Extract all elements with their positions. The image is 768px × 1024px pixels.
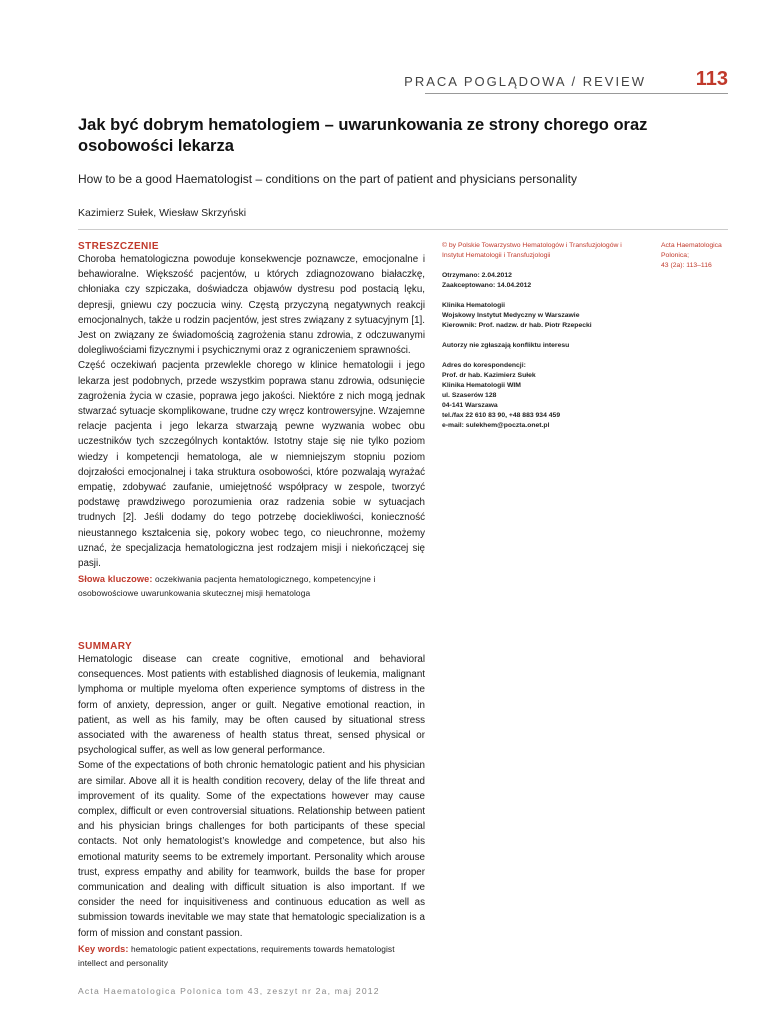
correspondence-address [442,361,642,431]
conflict-statement: Autorzy nie zgłaszają konfliktu interesu [442,342,570,349]
abstract-polish [78,241,425,600]
authors-divider [78,229,728,230]
abstract-english-heading: SUMMARY [78,641,133,652]
abstract-english-paragraph-1: Hematologic disease can create cognitive, emotional and behavioral consequences. Most patients with established diagnosis of leukemia, malignant lymphoma or multiple myeloma often experience symptoms of distress in the form of anxiety, depression, anger or guilt. Negative emotional reaction, in patient, as well as his family, may be often caused by situational stress associated with the awareness of health status threat, sensed physical or psychological suffer, as well as low general performance. [78,654,425,757]
article-authors: Kazimierz Sułek, Wiesław Skrzyński [78,207,247,219]
clinic-institute: Wojskowy Instytut Medyczny w Warszawie [442,312,580,319]
address-city: 04-141 Warszawa [442,402,498,409]
abstract-english-paragraph-2: Some of the expectations of both chronic hematologic patient and his physician are similar. Above all it is health condition recovery, delay of the life threat and improvement of its quality. Some of the expectations however may cause complex, difficult or even controversial situations. Relationship between patient and his physician brings challenges for both participants of these special contacts. Not only hematologist’s knowledge and competence, but also his emotional maturity seems to be extremely important. Personality which arouse trust, express empathy and ability for teamwork, builds the base for proper communication and dealing with difficult situation is also important. If we consider the need for inquisitiveness and continuous education as well as submission towards inevitable we may state that hematologic specialization is a form of mission and constant passion. [78,760,425,939]
clinic-head: Kierownik: Prof. nadzw. dr hab. Piotr Rzepecki [442,322,592,329]
keywords-polish-label: Słowa kluczowe: [78,574,153,585]
article-info-sidebar [442,241,642,441]
received-date: Otrzymano: 2.04.2012 [442,272,512,279]
keywords-english-text: hematologic patient expectations, requirements towards hematologist intellect and personality [78,943,395,968]
affiliation [442,301,642,331]
header-divider [425,93,728,94]
abstract-polish-paragraph-1: Choroba hematologiczna powoduje konsekwencje poznawcze, emocjonalne i behawioralne. Większość pacjentów, u których zdiagnozowano białaczkę, chłoniaka czy szpiczaka, doświadcza objawów dystresu pod postacią lęku, depresji, gniewu czy poczucia winy. Częstą przyczyną negatywnych reakcji emocjonalnych, także u rodzin pacjentów, jest stres związany z sytuacyjnym [1]. Jest on związany ze świadomością zagrożenia stanu zdrowia, z odczuwanymi dolegliwościami fizycznymi i psychicznymi oraz z ograniczeniem sprawności. [78,254,425,357]
copyright-notice: © by Polskie Towarzystwo Hematologów i Transfuzjologów i Instytut Hematologii i Transfuzjologii [442,242,622,259]
dates [442,271,642,291]
keywords-english [78,942,425,970]
keywords-english-label: Key words: [78,943,129,954]
abstract-english [78,641,425,970]
address-heading: Adres do korespondencji: [442,362,526,369]
address-phone: tel./fax 22 610 83 90, +48 883 934 459 [442,412,561,419]
page-footer: Acta Haematologica Polonica tom 43, zeszyt nr 2a, maj 2012 [78,986,380,996]
page-number: 113 [695,68,728,90]
article-title-english: How to be a good Haematologist – conditions on the part of patient and physicians personality [78,172,577,186]
section-label: PRACA POGLĄDOWA / REVIEW [404,74,646,89]
citation-volume: 43 (2a): 113–116 [661,262,712,269]
running-header [330,70,728,92]
citation-journal: Acta Haematologica Polonica; [661,242,722,259]
abstract-polish-heading: STRESZCZENIE [78,241,159,252]
clinic-name: Klinika Hematologii [442,302,506,309]
keywords-polish [78,572,425,600]
address-street: ul. Szaserów 128 [442,392,497,399]
address-name: Prof. dr hab. Kazimierz Sułek [442,372,536,379]
keywords-polish-text: oczekiwania pacjenta hematologicznego, kompetencyjne i osobowościowe uwarunkowania skutecznej misji hematologa [78,574,376,599]
abstract-polish-paragraph-2: Część oczekiwań pacjenta przewlekle chorego w klinice hematologii i jego lekarza jest podobnych, przede wszystkim poprawa stanu zdrowia, odsunięcie zagrożenia życia w czasie, poprawa jego jakości. Niektóre z nich mogą jednak stwarzać sytuacje skomplikowane, trudne czy wręcz kontrowersyjne. Wzajemne relacje pacjenta i jego lekarza stwarzają pewne wyzwania wobec obu uczestników tych szczególnych kontaktów. Istotny staje się nie tylko poziom wiedzy i kompetencji hematologa, ale w niemniejszym stopniu poziom dojrzałości emocjonalnej i taka struktura osobowości, które pozwalają wyrażać empatię, zdobywać zaufanie, umiejętność współpracy w zespole, tworzyć podstawę prawdziwego porozumienia oraz radzenia sobie w sytuacjach trudnych [2]. Jeśli dodamy do tego potrzebę dociekliwości, konieczność nieustannego kształcenia się, pokory wobec tego, co nieuchronne, możemy uznać, że specjalizacja hematologiczna jest rodzajem misji i niekończącej się pasji. [78,360,425,570]
accepted-date: Zaakceptowano: 14.04.2012 [442,282,532,289]
journal-citation [661,241,731,271]
address-unit: Klinika Hematologii WIM [442,382,521,389]
article-title: Jak być dobrym hematologiem – uwarunkowania ze strony chorego oraz osobowości lekarza [78,116,648,155]
address-email[interactable]: e-mail: sulekhem@poczta.onet.pl [442,422,550,429]
